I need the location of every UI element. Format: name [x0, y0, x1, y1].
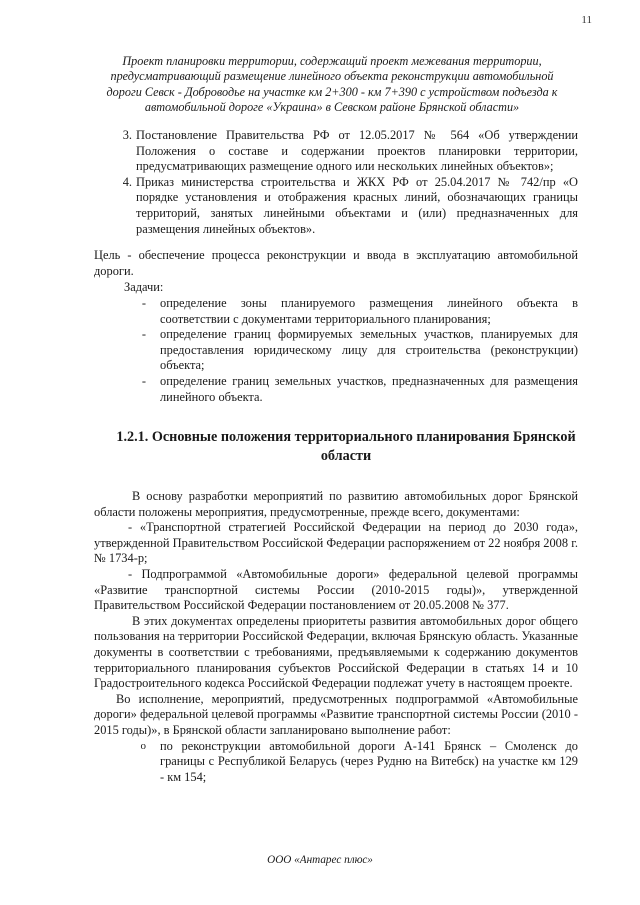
main-content: [94, 128, 578, 785]
list-item: [94, 327, 578, 374]
tasks-title: Задачи:: [124, 280, 164, 295]
list-item: [94, 739, 578, 786]
work-text: по реконструкции автомобильной дороги А-141 Брянск – Смоленск до границы с Республикой Беларусь (через Рудню на Витебск) на участке км 129 - км 154;: [160, 738, 578, 784]
list-item: [94, 296, 578, 327]
paragraph: В этих документах определены приоритеты развития автомобильных дорог общего пользования на территории Российской Федерации, включая Брянскую область. Указанные документы в соответствии с требованиями, предъявляемыми к содержанию документов территориального планирования субъектов Российской Федерации в статьях 14 и 10 Градостроительного кодекса Российской Федерации подлежат учету в настоящем проекте.: [94, 613, 578, 691]
circle-bullet: o: [140, 739, 146, 752]
item-text: Приказ министерства строительства и ЖКХ РФ от 25.04.2017 № 742/пр «О порядке установления и отображения красных линий, обозначающих границы территорий, занятых линейными объектами и (или) предназначенных для размещения линейных объектов».: [136, 174, 578, 236]
header-line: автомобильной дороге «Украина» в Севском районе Брянской области»: [144, 99, 520, 114]
list-item: [94, 175, 578, 237]
list-item: [94, 128, 578, 175]
paragraph: - Подпрограммой «Автомобильные дороги» федеральной целевой программы «Развитие транспортной системы России (2010-2015 годы)», утвержденной Правительством Российской Федерации постановлением от 20.05.2008 № 377.: [94, 567, 578, 613]
header-line: Проект планировки территории, содержащий проект межевания территории,: [122, 54, 542, 68]
legal-acts-list: [94, 128, 578, 237]
page-number: 11: [581, 14, 592, 26]
works-list: [94, 739, 578, 786]
dash-bullet: -: [141, 295, 146, 310]
document-footer: ООО «Антарес плюс»: [267, 854, 373, 866]
item-text: Постановление Правительства РФ от 12.05.2017 № 564 «Об утверждении Положения о составе и содержании проектов планировки территории, предусматривающих размещение одного или нескольких линейных объектов»;: [136, 128, 578, 174]
dash-bullet: -: [141, 327, 146, 342]
goal-paragraph: Цель - обеспечение процесса реконструкции и ввода в эксплуатацию автомобильной дороги.: [94, 248, 578, 278]
dash-bullet: -: [141, 373, 146, 388]
header-line: предусматривающий размещение линейного объекта реконструкции автомобильной: [110, 69, 554, 84]
section-heading: 1.2.1. Основные положения территориального планирования Брянской области: [116, 429, 576, 464]
list-item: [94, 374, 578, 405]
tasks-list: [94, 296, 578, 405]
paragraph: Во исполнение, мероприятий, предусмотренных подпрограммой «Автомобильные дороги» федеральной целевой программы «Развитие транспортной системы России (2010 - 2015 годы)», в Брянской области запланировано выполнение работ:: [94, 691, 578, 737]
item-number: 3.: [122, 128, 132, 142]
header-line: дороги Севск - Доброводье на участке км 2+300 - км 7+390 с устройством подъезда к: [106, 84, 558, 99]
document-header: [94, 54, 570, 115]
item-number: 4.: [122, 174, 132, 189]
task-text: определение границ формируемых земельных участков, планируемых для предоставления юридическому лицу для строительства (реконструкции) объекта;: [160, 327, 578, 373]
paragraph: - «Транспортной стратегией Российской Федерации на период до 2030 года», утвержденной Правительством Российской Федерации распоряжением от 22 ноября 2008 г. № 1734-р;: [94, 520, 578, 566]
paragraph: В основу разработки мероприятий по развитию автомобильных дорог Брянской области положены мероприятия, предусмотренные, прежде всего, документами:: [94, 489, 578, 519]
task-text: определение границ земельных участков, предназначенных для размещения линейного объекта.: [160, 373, 578, 404]
task-text: определение зоны планируемого размещения линейного объекта в соответствии с документами территориального планирования;: [160, 295, 578, 326]
